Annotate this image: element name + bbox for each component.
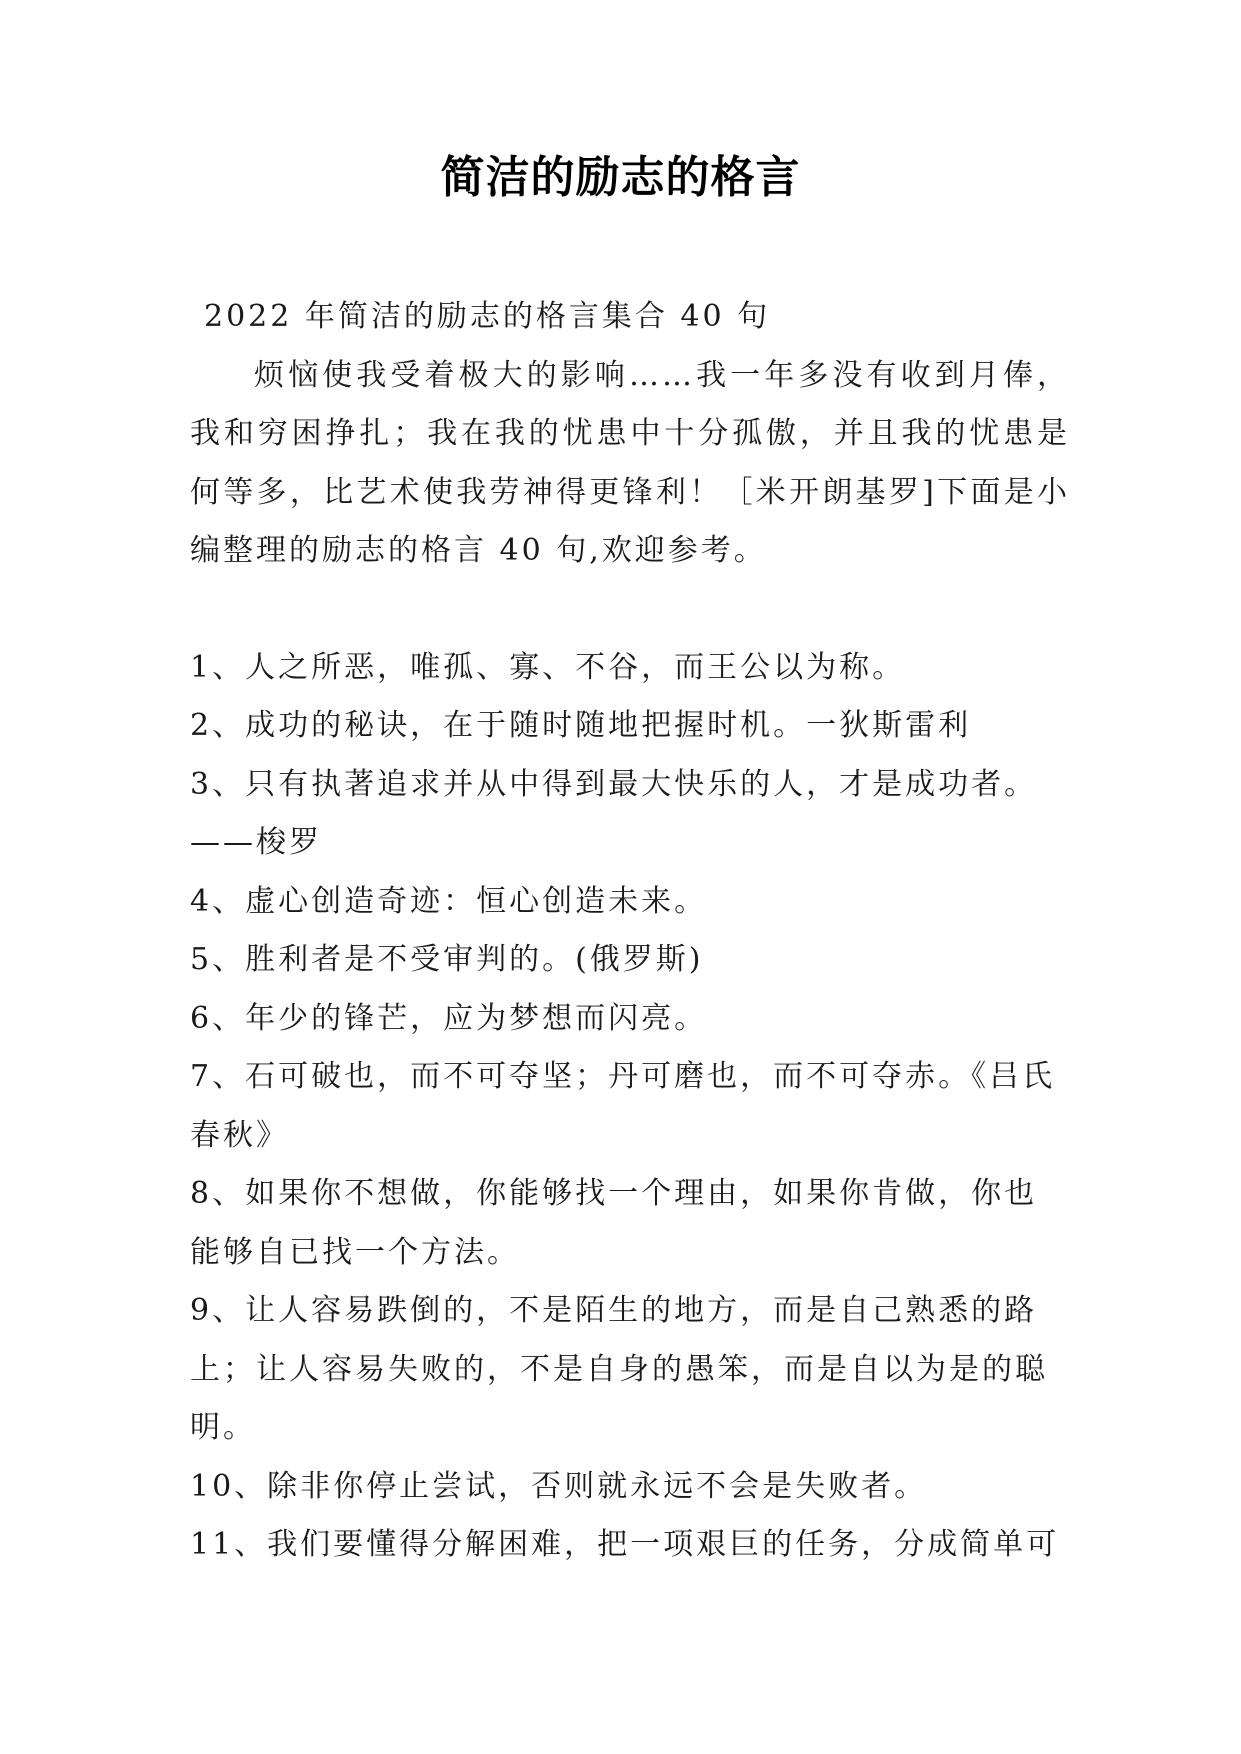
intro-paragraph: 烦恼使我受着极大的影响……我一年多没有收到月俸，我和穷困挣扎；我在我的忧患中十分孤傲，并且我的忧患是何等多，比艺术使我劳神得更锋利！［米开朗基罗]下面是小编整理的励志的格言 40 句,欢迎参考。 [190, 357, 1070, 568]
saying-item: 11、我们要懂得分解困难，把一项艰巨的任务，分成简单可 [190, 1527, 1060, 1562]
saying-item: 10、除非你停止尝试，否则就永远不会是失败者。 [190, 1468, 928, 1504]
sayings-list [190, 639, 1070, 1575]
saying-item: 1、人之所恶，唯孤、寡、不谷，而王公以为称。 [190, 649, 906, 685]
saying-item: 5、胜利者是不受审判的。(俄罗斯) [190, 942, 704, 977]
saying-item: 4、虚心创造奇迹：恒心创造未来。 [190, 883, 708, 919]
saying-item: 8、如果你不想做，你能够找一个理由，如果你肯做，你也能够自已找一个方法。 [190, 1176, 1038, 1270]
saying-item: 2、成功的秘诀，在于随时随地把握时机。一狄斯雷利 [190, 708, 972, 743]
document-title: 简洁的励志的格言 [440, 152, 801, 203]
paragraph-spacer [190, 581, 1070, 639]
document-body [190, 288, 1070, 1575]
saying-item: 6、年少的锋芒，应为梦想而闪亮。 [190, 1000, 708, 1036]
document-subtitle: 2022 年简洁的励志的格言集合 40 句 [204, 299, 771, 334]
saying-item: 3、只有执著追求并从中得到最大快乐的人，才是成功者。——梭罗 [190, 766, 1038, 860]
saying-item: 9、让人容易跌倒的，不是陌生的地方，而是自己熟悉的路上；让人容易失败的，不是自身的愚笨，而是自以为是的聪明。 [190, 1293, 1048, 1445]
saying-item: 7、石可破也，而不可夺坚；丹可磨也，而不可夺赤。《吕氏春秋》 [190, 1059, 1056, 1153]
